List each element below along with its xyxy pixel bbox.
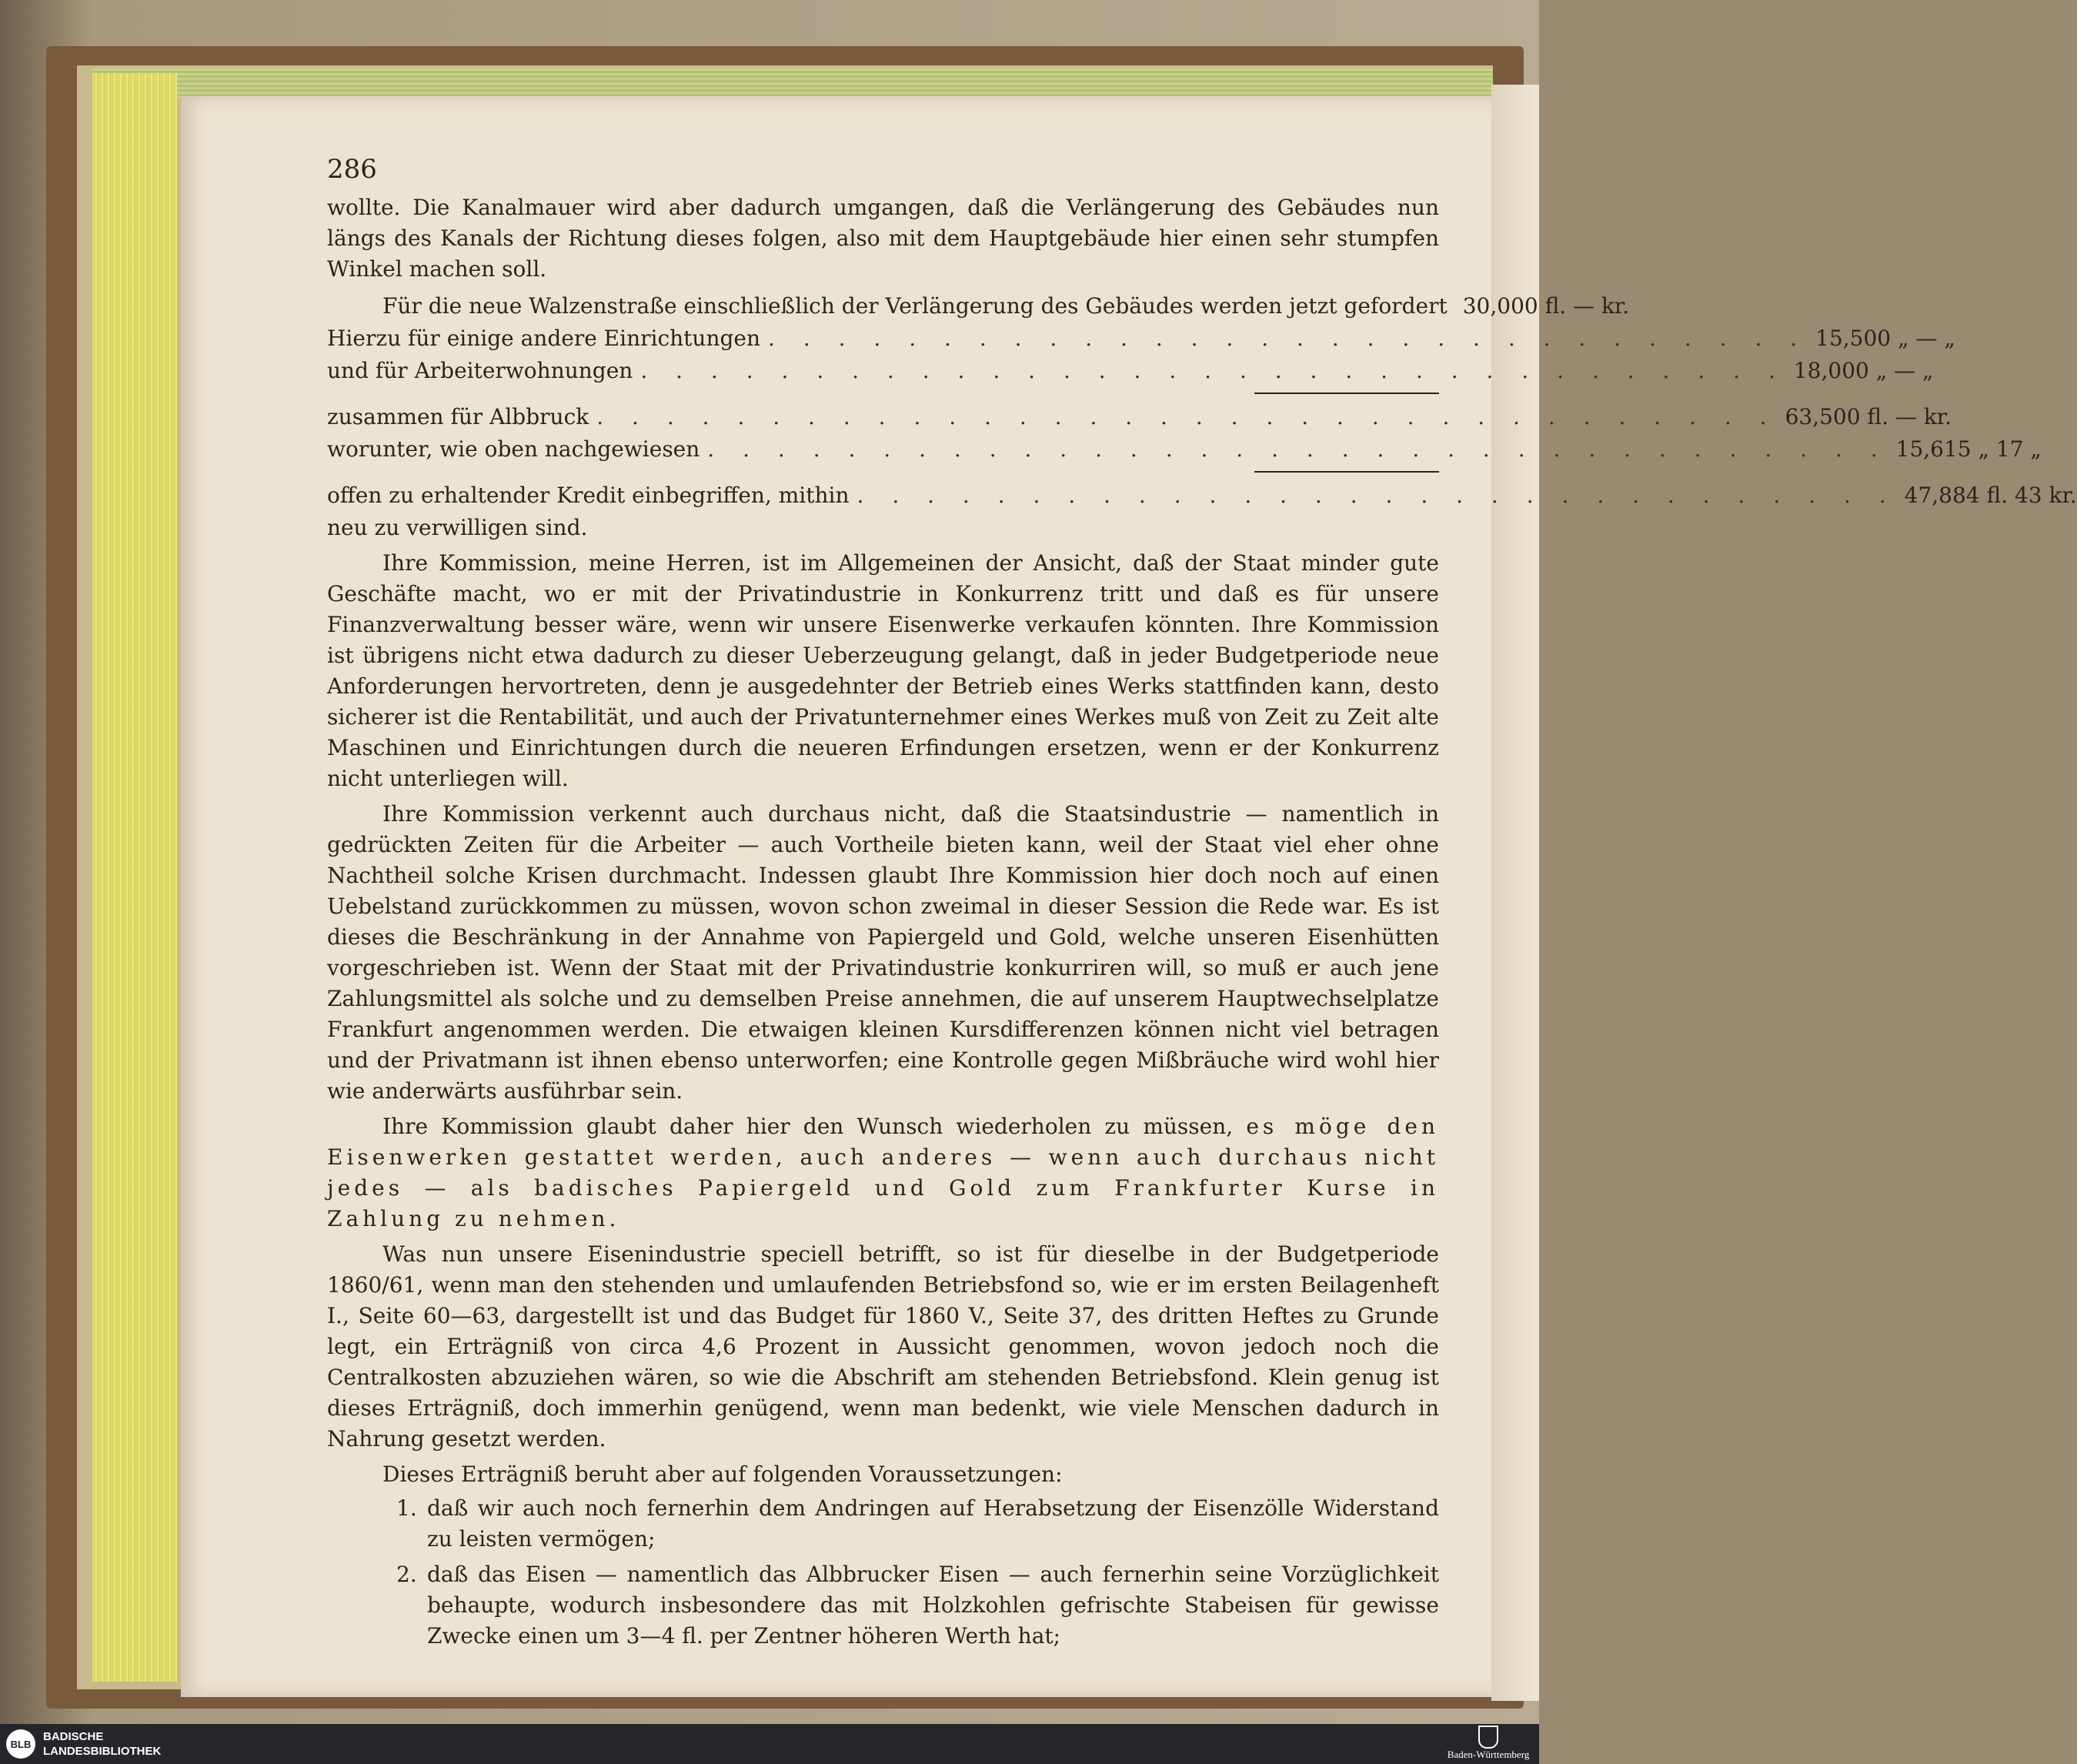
list-text: daß wir auch noch fernerhin dem Andringen auf Herabsetzung der Eisenzölle Widerstand zu leisten vermögen; — [427, 1495, 1439, 1552]
ledger-amount: 30,000 fl. — kr. — [1462, 293, 1630, 319]
paragraph-conditions: Dieses Erträgniß beruht aber auf folgenden Voraussetzungen: — [382, 1462, 1063, 1487]
blb-logo[interactable]: BLB — [6, 1729, 35, 1759]
ledger-row — [327, 480, 2077, 513]
ledger-label: und für Arbeiterwohnungen — [327, 358, 633, 383]
ledger-label: Für die neue Walzenstraße einschließlich der Verlängerung des Gebäudes werden jetzt gefordert — [382, 293, 1448, 319]
paragraph-intro: wollte. Die Kanalmauer wird aber dadurch umgangen, daß die Verlängerung des Gebäudes nun längs des Kanals der Richtung dieses folgen, also mit dem Hauptgebäude hier einen sehr stumpfen Winkel machen soll. — [327, 195, 1439, 282]
ledger-amount: 18,000 „ — „ — [1793, 358, 1934, 383]
ledger-row — [327, 434, 2042, 466]
ledger-row — [327, 291, 1630, 323]
ledger-label: worunter, wie oben nachgewiesen — [327, 436, 700, 462]
paragraph-state-industry: Ihre Kommission verkennt auch durchaus nicht, daß die Staatsindustrie — namentlich in gedrückten Zeiten für die Arbeiter — auch Vortheile bieten kann, weil der Staat viel eher ohne Nachtheil solche Krisen durchmacht. Indessen glaubt Ihre Kommission hier doch noch auf einen Uebelstand zurückkommen zu müssen, wovon schon zweimal in dieser Session die Rede war. Es ist dieses die Beschränkung in der Annahme von Papiergeld und Gold, welche unseren Eisenhütten vorgeschrieben ist. Wenn der Staat mit der Privatindustrie konkurriren will, so muß er auch jene Zahlungsmittel als solche und zu demselben Preise annehmen, die auf unserem Hauptwechselplatze Frankfurt angenommen werden. Die etwaigen kleinen Kursdifferenzen können nicht viel betragen und der Privatmann ist ihnen ebenso unterworfen; eine Kontrolle gegen Mißbräuche wird wohl hier wie anderwärts ausführbar sein. — [327, 801, 1439, 1104]
list-text: daß das Eisen — namentlich das Albbrucker Eisen — auch fernerhin seine Vorzüglichkeit behaupte, wodurch insbesondere das mit Holzkohlen gefrischte Stabeisen für gewisse Zwecke einen um 3—4 fl. per Zentner höheren Werth hat; — [427, 1562, 1439, 1649]
page-number: 286 — [327, 154, 377, 185]
state-logo[interactable] — [1442, 1726, 1534, 1762]
page-text — [327, 154, 2077, 1652]
paragraph-commission-view: Ihre Kommission, meine Herren, ist im Allgemeinen der Ansicht, daß der Staat minder gute Geschäfte macht, wo er mit der Privatindustrie in Konkurrenz tritt und daß es für unsere Finanzverwaltung besser wäre, wenn wir unsere Eisenwerke verkaufen könnten. Ihre Kommission ist übrigens nicht etwa dadurch zu dieser Ueberzeugung gelangt, daß in jeder Budgetperiode neue Anforderungen hervortreten, denn je ausgedehnter der Betrieb eines Werks stattfinden kann, desto sicherer ist die Rentabilität, und auch der Privatunternehmer eines Werkes muß von Zeit zu Zeit alte Maschinen und Einrichtungen durch die neueren Erfindungen ersetzen, wenn er der Konkurrenz nicht unterliegen will. — [327, 550, 1439, 791]
library-name-line1: BADISCHE — [43, 1730, 104, 1743]
ledger-amount: 15,500 „ — „ — [1815, 326, 1955, 351]
page-top-edges — [92, 68, 1493, 99]
coat-of-arms-icon — [1478, 1726, 1498, 1749]
ledger-dots: . . . . . . . . . . . . . . . . . . . . . . . . . . . . . . — [857, 483, 1897, 508]
list-item — [396, 1559, 1439, 1652]
footer-bar — [0, 1724, 1539, 1764]
wish-emphasis: es möge den Eisenwerken gestattet werden, auch anderes — wenn auch durchaus nicht jedes — als badisches Papiergeld und Gold zum Frankfurter Kurse in Zahlung zu nehmen. — [327, 1114, 1440, 1231]
ledger-dots: . . . . . . . . . . . . . . . . . . . . . . . . . . . . . . . . . . — [596, 404, 1778, 429]
conditions-list — [396, 1493, 1439, 1652]
paragraph-wish — [327, 1111, 1439, 1234]
ledger-amount: 15,615 „ 17 „ — [1895, 436, 2042, 462]
ledger-label: offen zu erhaltender Kredit einbegriffen, mithin — [327, 483, 850, 508]
difference-rule — [1254, 471, 1439, 473]
ledger-row — [327, 323, 1955, 356]
page-side-edges — [92, 73, 177, 1682]
ledger-label: zusammen für Albbruck — [327, 404, 589, 429]
state-name: Baden-Württemberg — [1447, 1749, 1530, 1760]
ledger-dots: . . . . . . . . . . . . . . . . . . . . . . . . . . . . . . . . . — [640, 358, 1786, 383]
list-number: 1. — [396, 1495, 417, 1521]
ledger-tail: neu zu verwilligen sind. — [327, 515, 588, 540]
ledger-row — [327, 356, 1934, 388]
ledger-amount: 47,884 fl. 43 kr. — [1904, 483, 2077, 508]
list-number: 2. — [396, 1562, 417, 1587]
library-name-line2: LANDESBIBLIOTHEK — [43, 1745, 162, 1758]
paragraph-budget: Was nun unsere Eisenindustrie speciell betrifft, so ist für dieselbe in der Budgetperiode 1860/61, wenn man den stehenden und umlaufenden Betriebsfond so, wie er im ersten Beilagenheft I., Seite 60—63, dargestellt ist und das Budget für 1860 V., Seite 37, des dritten Heftes zu Grunde legt, ein Erträgniß von circa 4,6 Prozent in Aussicht genommen, wovon jedoch noch die Centralkosten abzuziehen wären, so wie die Abschrift am stehenden Betriebsfond. Klein genug ist dieses Erträgniß, doch immerhin genügend, wenn man bedenkt, wie viele Menschen dadurch in Nahrung gesetzt werden. — [327, 1241, 1439, 1452]
ledger-label: Hierzu für einige andere Einrichtungen — [327, 326, 761, 351]
ledger-row — [327, 402, 1952, 434]
ledger-dots: . . . . . . . . . . . . . . . . . . . . . . . . . . . . . . . . . . — [707, 436, 1888, 462]
wish-lead: Ihre Kommission glaubt daher hier den Wunsch wiederholen zu müssen, — [382, 1114, 1247, 1139]
ledger — [327, 291, 2077, 543]
list-item — [396, 1493, 1439, 1555]
ledger-amount: 63,500 fl. — kr. — [1785, 404, 1952, 429]
sum-rule — [1254, 393, 1439, 394]
library-name[interactable] — [43, 1729, 161, 1759]
ledger-dots: . . . . . . . . . . . . . . . . . . . . . . . . . . . . . . — [768, 326, 1808, 351]
